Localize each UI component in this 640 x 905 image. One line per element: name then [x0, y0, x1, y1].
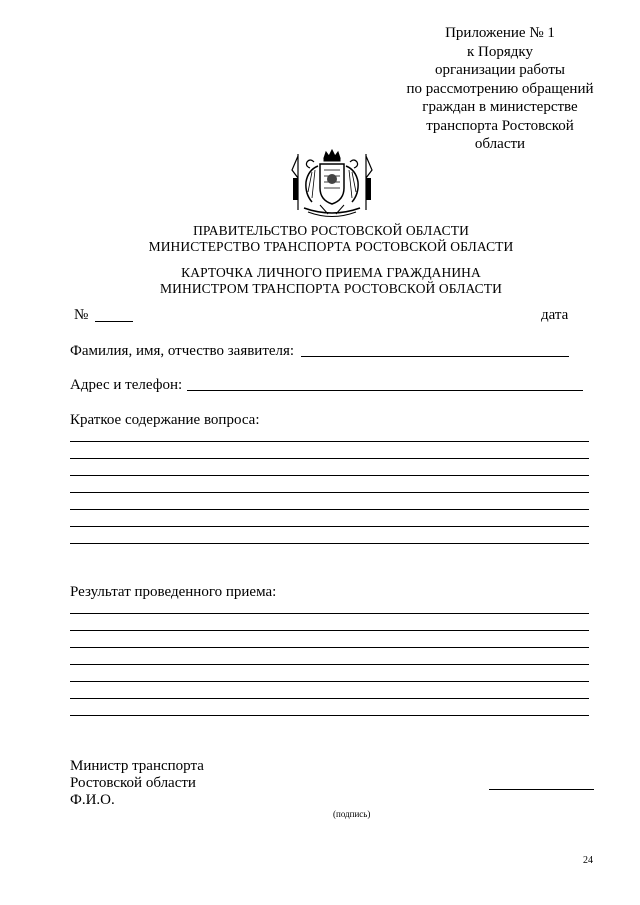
fio-field-line[interactable]: [301, 356, 569, 357]
result-line[interactable]: [70, 698, 589, 699]
result-line[interactable]: [70, 715, 589, 716]
result-line[interactable]: [70, 630, 589, 631]
summary-line[interactable]: [70, 475, 589, 476]
appendix-line: граждан в министерстве: [422, 99, 578, 115]
summary-line[interactable]: [70, 492, 589, 493]
fio-label: Фамилия, имя, отчество заявителя:: [70, 343, 295, 359]
appendix-line: к Порядку: [467, 43, 533, 60]
summary-line[interactable]: [70, 441, 589, 442]
card-title-line-1: КАРТОЧКА ЛИЧНОГО ПРИЕМА ГРАЖДАНИНА: [181, 265, 481, 280]
appendix-line: Приложение № 1: [445, 25, 555, 41]
page-number: 24: [583, 855, 593, 866]
signature-caption: (подпись): [333, 809, 371, 819]
appendix-line: транспорта Ростовской: [426, 117, 574, 134]
result-label: Результат проведенного приема:: [70, 584, 277, 600]
signature-line[interactable]: [489, 789, 594, 790]
summary-label: Краткое содержание вопроса:: [70, 412, 260, 428]
appendix-note: [380, 24, 620, 154]
card-title: [0, 265, 640, 297]
appendix-line: по рассмотрению обращений: [406, 80, 594, 97]
appendix-line: организации работы: [434, 62, 565, 78]
signer-position-line-1: Министр транспорта: [70, 758, 204, 774]
summary-line[interactable]: [70, 543, 589, 544]
coat-of-arms-emblem: [290, 148, 374, 222]
organization-header: [0, 223, 640, 255]
number-label: №: [74, 307, 89, 323]
date-label: дата: [541, 307, 569, 323]
address-label: Адрес и телефон:: [70, 377, 183, 393]
summary-line[interactable]: [70, 526, 589, 527]
card-title-line-2: МИНИСТРОМ ТРАНСПОРТА РОСТОВСКОЙ ОБЛАСТИ: [160, 281, 502, 296]
summary-line[interactable]: [70, 458, 589, 459]
result-line[interactable]: [70, 647, 589, 648]
ministry-title: МИНИСТЕРСТВО ТРАНСПОРТА РОСТОВСКОЙ ОБЛАСТИ: [148, 239, 514, 254]
government-title: ПРАВИТЕЛЬСТВО РОСТОВСКОЙ ОБЛАСТИ: [193, 223, 469, 238]
summary-line[interactable]: [70, 509, 589, 510]
result-line[interactable]: [70, 613, 589, 614]
result-line[interactable]: [70, 664, 589, 665]
number-field-line[interactable]: [95, 321, 133, 322]
appendix-line: области: [474, 136, 526, 152]
signer-fio-label: Ф.И.О.: [70, 792, 115, 808]
result-line[interactable]: [70, 681, 589, 682]
address-field-line[interactable]: [187, 390, 583, 391]
signer-position-line-2: Ростовской области: [70, 775, 196, 791]
